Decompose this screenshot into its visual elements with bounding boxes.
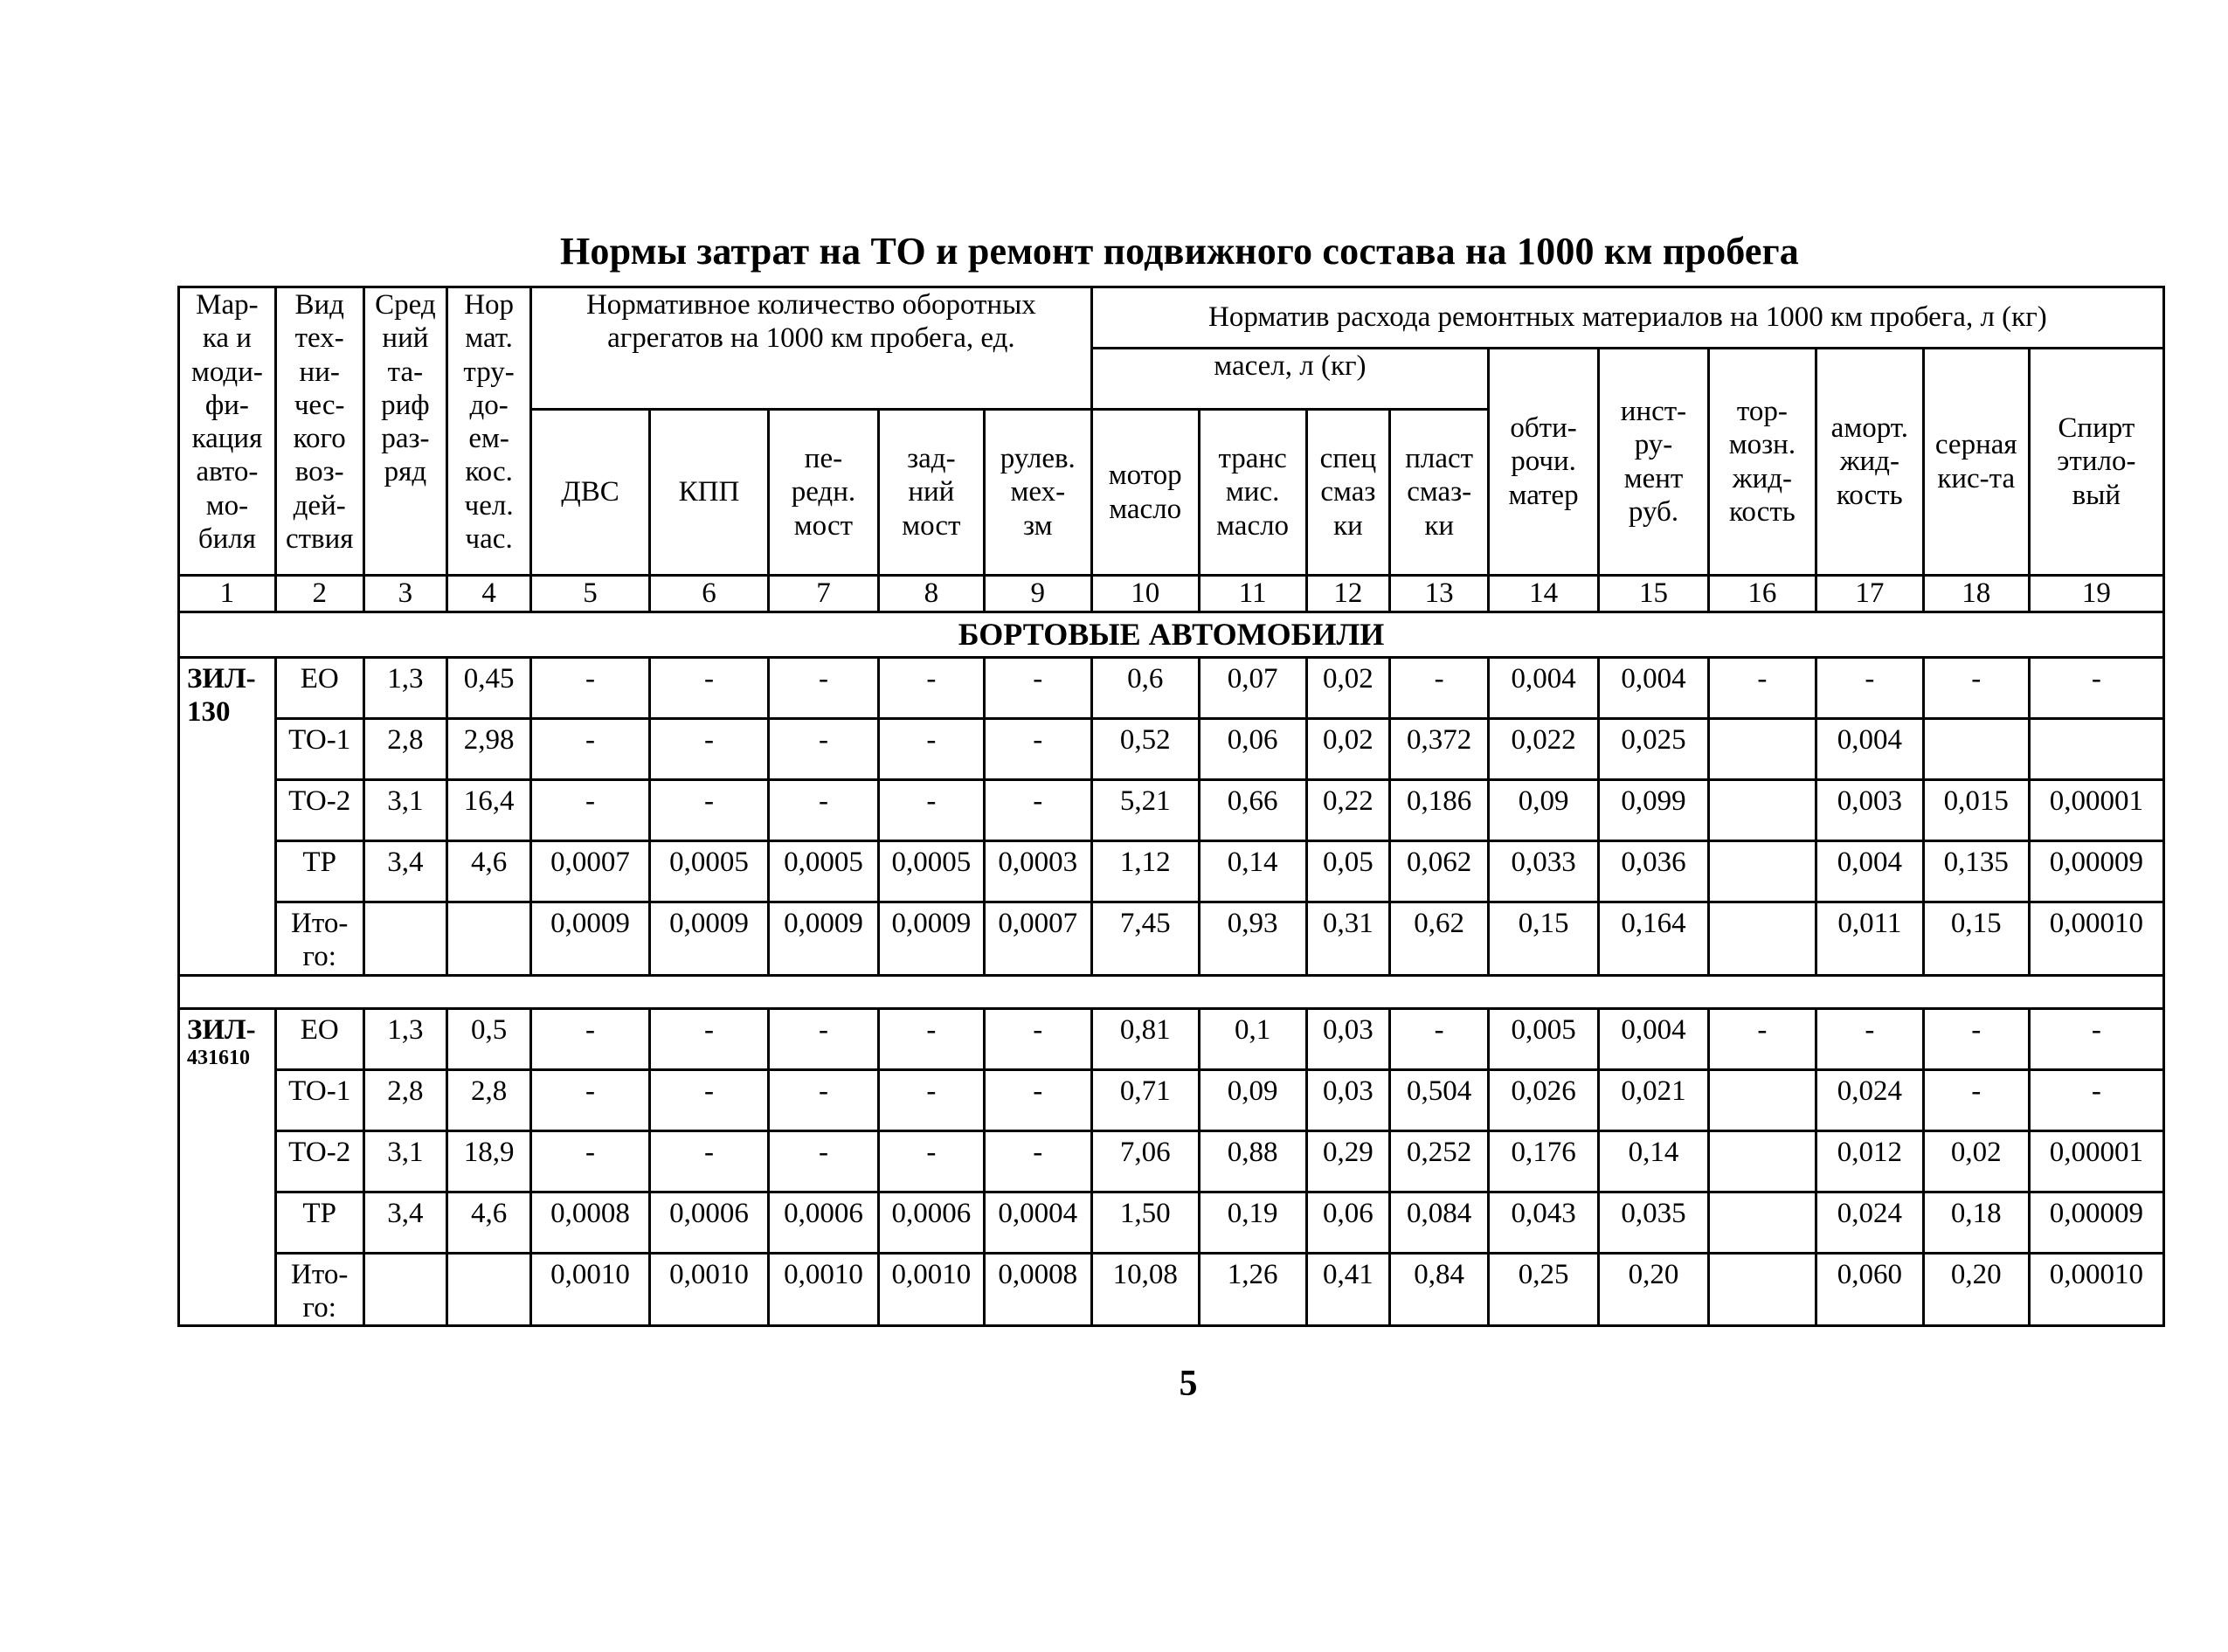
table-cell: 0,03 — [1306, 1069, 1390, 1130]
table-cell: - — [2029, 1069, 2163, 1130]
table-cell: 18,9 — [447, 1130, 531, 1192]
header-shock-fluid: аморт. жид- кость — [1816, 349, 1923, 576]
column-number: 14 — [1489, 576, 1599, 612]
header-materials-group: Норматив расхода ремонтных материалов на 1000 км пробега, л (кг) — [1091, 287, 2163, 349]
table-cell: 0,015 — [1923, 780, 2029, 841]
table-cell: 0,0006 — [768, 1192, 878, 1253]
table-cell — [1923, 719, 2029, 780]
table-cell: 7,45 — [1091, 902, 1199, 976]
table-cell: 0,02 — [1306, 658, 1390, 719]
table-cell: - — [984, 780, 1091, 841]
table-cell: 1,26 — [1199, 1253, 1306, 1326]
table-cell: 0,29 — [1306, 1130, 1390, 1192]
table-cell: 3,1 — [363, 1130, 447, 1192]
table-cell: - — [649, 658, 768, 719]
table-cell: 0,66 — [1199, 780, 1306, 841]
table-cell: 0,22 — [1306, 780, 1390, 841]
table-cell: - — [530, 780, 649, 841]
table-cell: 0,84 — [1390, 1253, 1489, 1326]
column-number: 6 — [649, 576, 768, 612]
table-cell: 0,31 — [1306, 902, 1390, 976]
impact-type-cell: ТО-2 — [275, 1130, 363, 1192]
table-cell: 0,1 — [1199, 1008, 1306, 1069]
vehicle-brand-sub: 431610 — [187, 1046, 250, 1069]
table-cell: - — [1390, 658, 1489, 719]
table-cell: 0,0003 — [984, 841, 1091, 902]
table-cell: - — [1923, 1008, 2029, 1069]
table-cell: 0,0010 — [878, 1253, 984, 1326]
group-spacer — [179, 975, 2164, 1008]
table-cell: 0,024 — [1816, 1192, 1923, 1253]
header-spec-lub: спец смаз ки — [1306, 410, 1390, 576]
impact-type-cell: ТР — [275, 841, 363, 902]
table-cell: 0,060 — [1816, 1253, 1923, 1326]
norms-table — [177, 286, 2165, 1327]
table-cell: 0,0006 — [878, 1192, 984, 1253]
table-cell: 4,6 — [447, 841, 531, 902]
table-cell: 0,004 — [1599, 1008, 1709, 1069]
table-cell: 0,88 — [1199, 1130, 1306, 1192]
table-cell: 0,71 — [1091, 1069, 1199, 1130]
table-cell — [1708, 902, 1816, 976]
table-cell: 0,004 — [1816, 841, 1923, 902]
table-cell: - — [649, 719, 768, 780]
table-cell: 0,06 — [1306, 1192, 1390, 1253]
table-cell: - — [649, 780, 768, 841]
table-cell: 0,022 — [1489, 719, 1599, 780]
table-cell: 0,00010 — [2029, 902, 2163, 976]
impact-type-cell: ЕО — [275, 1008, 363, 1069]
column-number: 8 — [878, 576, 984, 612]
table-cell: 0,05 — [1306, 841, 1390, 902]
table-row — [179, 841, 2164, 902]
table-cell: 0,81 — [1091, 1008, 1199, 1069]
table-cell — [1708, 1192, 1816, 1253]
table-cell: - — [1923, 1069, 2029, 1130]
table-cell: 0,0007 — [984, 902, 1091, 976]
table-cell: 16,4 — [447, 780, 531, 841]
table-cell: - — [1923, 658, 2029, 719]
column-number: 4 — [447, 576, 531, 612]
table-cell: - — [530, 658, 649, 719]
table-cell: 0,004 — [1816, 719, 1923, 780]
table-cell: 0,20 — [1599, 1253, 1709, 1326]
table-cell: 0,0005 — [878, 841, 984, 902]
table-cell: 0,0009 — [768, 902, 878, 976]
table-cell: 0,164 — [1599, 902, 1709, 976]
table-cell: - — [878, 719, 984, 780]
table-cell: 0,0008 — [530, 1192, 649, 1253]
table-cell: 0,176 — [1489, 1130, 1599, 1192]
header-sulfuric: серная кис-та — [1923, 349, 2029, 576]
table-cell: 0,5 — [447, 1008, 531, 1069]
header-impact: Вид тех- ни- чес- кого воз- дей- ствия — [275, 287, 363, 576]
impact-type-cell: ТО-1 — [275, 719, 363, 780]
header-kpp: КПП — [649, 410, 768, 576]
table-cell: 0,135 — [1923, 841, 2029, 902]
table-cell: - — [649, 1008, 768, 1069]
vehicle-brand — [179, 1008, 276, 1326]
table-cell: 0,0007 — [530, 841, 649, 902]
table-row — [179, 1253, 2164, 1326]
table-cell: 0,09 — [1199, 1069, 1306, 1130]
table-cell: 2,98 — [447, 719, 531, 780]
table-cell: 0,14 — [1199, 841, 1306, 902]
table-cell: - — [530, 1008, 649, 1069]
table-row — [179, 719, 2164, 780]
header-grade: Сред ний та- риф раз- ряд — [363, 287, 447, 576]
table-cell: - — [768, 1008, 878, 1069]
column-number: 12 — [1306, 576, 1390, 612]
table-cell: - — [530, 1069, 649, 1130]
table-cell: 0,0010 — [768, 1253, 878, 1326]
table-cell — [2029, 719, 2163, 780]
table-cell: - — [2029, 1008, 2163, 1069]
table-cell: 1,3 — [363, 658, 447, 719]
table-cell: 0,06 — [1199, 719, 1306, 780]
table-cell: 10,08 — [1091, 1253, 1199, 1326]
table-cell: 0,03 — [1306, 1008, 1390, 1069]
table-cell: 0,52 — [1091, 719, 1199, 780]
table-cell: - — [2029, 658, 2163, 719]
table-row — [179, 658, 2164, 719]
table-cell: 0,6 — [1091, 658, 1199, 719]
header-wiping: обти- рочи. матер — [1489, 349, 1599, 576]
table-cell: - — [984, 1130, 1091, 1192]
table-cell: 0,00001 — [2029, 1130, 2163, 1192]
table-cell: 0,15 — [1923, 902, 2029, 976]
impact-type-cell: ТР — [275, 1192, 363, 1253]
table-cell: - — [1390, 1008, 1489, 1069]
impact-type-cell: ЕО — [275, 658, 363, 719]
column-number: 9 — [984, 576, 1091, 612]
table-cell: 0,0004 — [984, 1192, 1091, 1253]
page-number: 5 — [1179, 1364, 1198, 1404]
column-number: 18 — [1923, 576, 2029, 612]
table-cell — [447, 902, 531, 976]
column-number: 17 — [1816, 576, 1923, 612]
column-number: 5 — [530, 576, 649, 612]
table-cell: 0,011 — [1816, 902, 1923, 976]
table-cell: - — [649, 1130, 768, 1192]
table-cell: 0,005 — [1489, 1008, 1599, 1069]
header-motor-oil: мотор масло — [1091, 410, 1199, 576]
table-cell: 0,035 — [1599, 1192, 1709, 1253]
table-cell: 0,062 — [1390, 841, 1489, 902]
table-cell: - — [1816, 1008, 1923, 1069]
table-cell: 4,6 — [447, 1192, 531, 1253]
column-number: 16 — [1708, 576, 1816, 612]
header-dvs: ДВС — [530, 410, 649, 576]
column-number: 19 — [2029, 576, 2163, 612]
table-cell: 0,012 — [1816, 1130, 1923, 1192]
header-ethanol: Спирт этило- вый — [2029, 349, 2163, 576]
header-oils-group: масел, л (кг) — [1091, 349, 1488, 410]
table-cell: - — [984, 658, 1091, 719]
table-cell: 0,00010 — [2029, 1253, 2163, 1326]
header-rear-axle: зад- ний мост — [878, 410, 984, 576]
column-number: 11 — [1199, 576, 1306, 612]
section-title: БОРТОВЫЕ АВТОМОБИЛИ — [179, 612, 2164, 658]
table-cell: - — [878, 658, 984, 719]
header-tools: инст- ру- мент руб. — [1599, 349, 1709, 576]
column-number: 15 — [1599, 576, 1709, 612]
table-cell: 0,036 — [1599, 841, 1709, 902]
table-cell: 2,8 — [363, 1069, 447, 1130]
table-cell: 0,0005 — [649, 841, 768, 902]
table-cell: 1,12 — [1091, 841, 1199, 902]
table-cell: 0,043 — [1489, 1192, 1599, 1253]
table-cell: - — [1816, 658, 1923, 719]
table-cell: - — [1708, 658, 1816, 719]
table-row — [179, 1069, 2164, 1130]
table-cell: 0,07 — [1199, 658, 1306, 719]
table-cell: 3,4 — [363, 1192, 447, 1253]
table-cell: 0,62 — [1390, 902, 1489, 976]
column-number: 1 — [179, 576, 276, 612]
table-cell: 0,15 — [1489, 902, 1599, 976]
table-cell: 0,20 — [1923, 1253, 2029, 1326]
table-cell — [1708, 1130, 1816, 1192]
header-units-group: Нормативное количество оборотных агрегатов на 1000 км пробега, ед. — [530, 287, 1091, 410]
column-number: 7 — [768, 576, 878, 612]
table-cell: 0,004 — [1489, 658, 1599, 719]
table-cell: 0,0005 — [768, 841, 878, 902]
column-number-row — [179, 576, 2164, 612]
table-cell: 0,025 — [1599, 719, 1709, 780]
table-cell: 0,0009 — [649, 902, 768, 976]
table-cell: 0,02 — [1306, 719, 1390, 780]
table-row — [179, 1192, 2164, 1253]
table-cell: 0,033 — [1489, 841, 1599, 902]
table-cell: - — [878, 1008, 984, 1069]
column-number: 13 — [1390, 576, 1489, 612]
impact-type-cell: Ито- го: — [275, 1253, 363, 1326]
table-cell: 0,93 — [1199, 902, 1306, 976]
table-cell: - — [768, 1130, 878, 1192]
table-cell: 0,45 — [447, 658, 531, 719]
table-row — [179, 1130, 2164, 1192]
table-cell: 0,00009 — [2029, 1192, 2163, 1253]
table-cell: - — [768, 658, 878, 719]
header-brand: Мар- ка и моди- фи- кация авто- мо- биля — [179, 287, 276, 576]
table-cell: 0,25 — [1489, 1253, 1599, 1326]
header-labor: Нор мат. тру- до- ем- кос. чел. час. — [447, 287, 531, 576]
table-cell — [363, 1253, 447, 1326]
header-plast-lub: пласт смаз- ки — [1390, 410, 1489, 576]
table-cell: 0,19 — [1199, 1192, 1306, 1253]
table-cell: - — [768, 780, 878, 841]
table-cell: 3,4 — [363, 841, 447, 902]
table-row — [179, 780, 2164, 841]
table-cell: - — [649, 1069, 768, 1130]
table-cell: 2,8 — [363, 719, 447, 780]
table-cell — [1708, 841, 1816, 902]
vehicle-brand-main: ЗИЛ- — [187, 1013, 256, 1046]
table-cell: 0,0010 — [530, 1253, 649, 1326]
header-brake-fluid: тор- мозн. жид- кость — [1708, 349, 1816, 576]
vehicle-brand-main: ЗИЛ- — [187, 663, 256, 695]
table-cell: - — [530, 1130, 649, 1192]
table-cell: 0,02 — [1923, 1130, 2029, 1192]
table-cell: 0,004 — [1599, 658, 1709, 719]
table-cell: 0,0008 — [984, 1253, 1091, 1326]
table-cell: - — [878, 780, 984, 841]
table-cell: 2,8 — [447, 1069, 531, 1130]
impact-type-cell: ТО-1 — [275, 1069, 363, 1130]
table-cell — [363, 902, 447, 976]
table-cell: 0,41 — [1306, 1253, 1390, 1326]
impact-type-cell: Ито- го: — [275, 902, 363, 976]
table-cell: 7,06 — [1091, 1130, 1199, 1192]
table-cell: 0,084 — [1390, 1192, 1489, 1253]
header-trans-oil: транс мис. масло — [1199, 410, 1306, 576]
table-cell: 0,09 — [1489, 780, 1599, 841]
table-cell: 3,1 — [363, 780, 447, 841]
table-cell: 0,252 — [1390, 1130, 1489, 1192]
table-cell: - — [530, 719, 649, 780]
table-cell: 5,21 — [1091, 780, 1199, 841]
table-cell: - — [984, 719, 1091, 780]
table-row — [179, 902, 2164, 976]
table-cell: 0,00001 — [2029, 780, 2163, 841]
vehicle-group — [179, 658, 2164, 976]
table-cell: 0,024 — [1816, 1069, 1923, 1130]
vehicle-brand — [179, 658, 276, 976]
table-cell: 0,0009 — [530, 902, 649, 976]
table-cell: - — [984, 1008, 1091, 1069]
table-cell: - — [768, 1069, 878, 1130]
table-cell — [1708, 719, 1816, 780]
impact-type-cell: ТО-2 — [275, 780, 363, 841]
table-cell — [447, 1253, 531, 1326]
table-cell: 0,504 — [1390, 1069, 1489, 1130]
table-cell: 0,0009 — [878, 902, 984, 976]
table-cell: 0,00009 — [2029, 841, 2163, 902]
column-number: 2 — [275, 576, 363, 612]
table-cell: 0,003 — [1816, 780, 1923, 841]
header-steering: рулев. мех- зм — [984, 410, 1091, 576]
table-cell: 0,18 — [1923, 1192, 2029, 1253]
table-cell: 0,14 — [1599, 1130, 1709, 1192]
table-cell: 1,3 — [363, 1008, 447, 1069]
column-number: 10 — [1091, 576, 1199, 612]
table-cell: - — [878, 1130, 984, 1192]
table-cell: 1,50 — [1091, 1192, 1199, 1253]
header-front-axle: пе- редн. мост — [768, 410, 878, 576]
table-cell: 0,026 — [1489, 1069, 1599, 1130]
table-cell: 0,0010 — [649, 1253, 768, 1326]
table-row — [179, 1008, 2164, 1069]
table-cell: 0,372 — [1390, 719, 1489, 780]
vehicle-brand-sub: 130 — [187, 696, 231, 729]
table-cell: 0,021 — [1599, 1069, 1709, 1130]
table-cell — [1708, 1253, 1816, 1326]
table-cell: - — [984, 1069, 1091, 1130]
column-number: 3 — [363, 576, 447, 612]
table-cell: 0,099 — [1599, 780, 1709, 841]
table-cell: 0,0006 — [649, 1192, 768, 1253]
table-cell — [1708, 780, 1816, 841]
table-cell — [1708, 1069, 1816, 1130]
page-title: Нормы затрат на ТО и ремонт подвижного состава на 1000 км пробега — [559, 230, 1800, 273]
table-cell: - — [878, 1069, 984, 1130]
vehicle-group — [179, 1008, 2164, 1326]
table-cell: - — [768, 719, 878, 780]
table-cell: 0,186 — [1390, 780, 1489, 841]
table-cell: - — [1708, 1008, 1816, 1069]
